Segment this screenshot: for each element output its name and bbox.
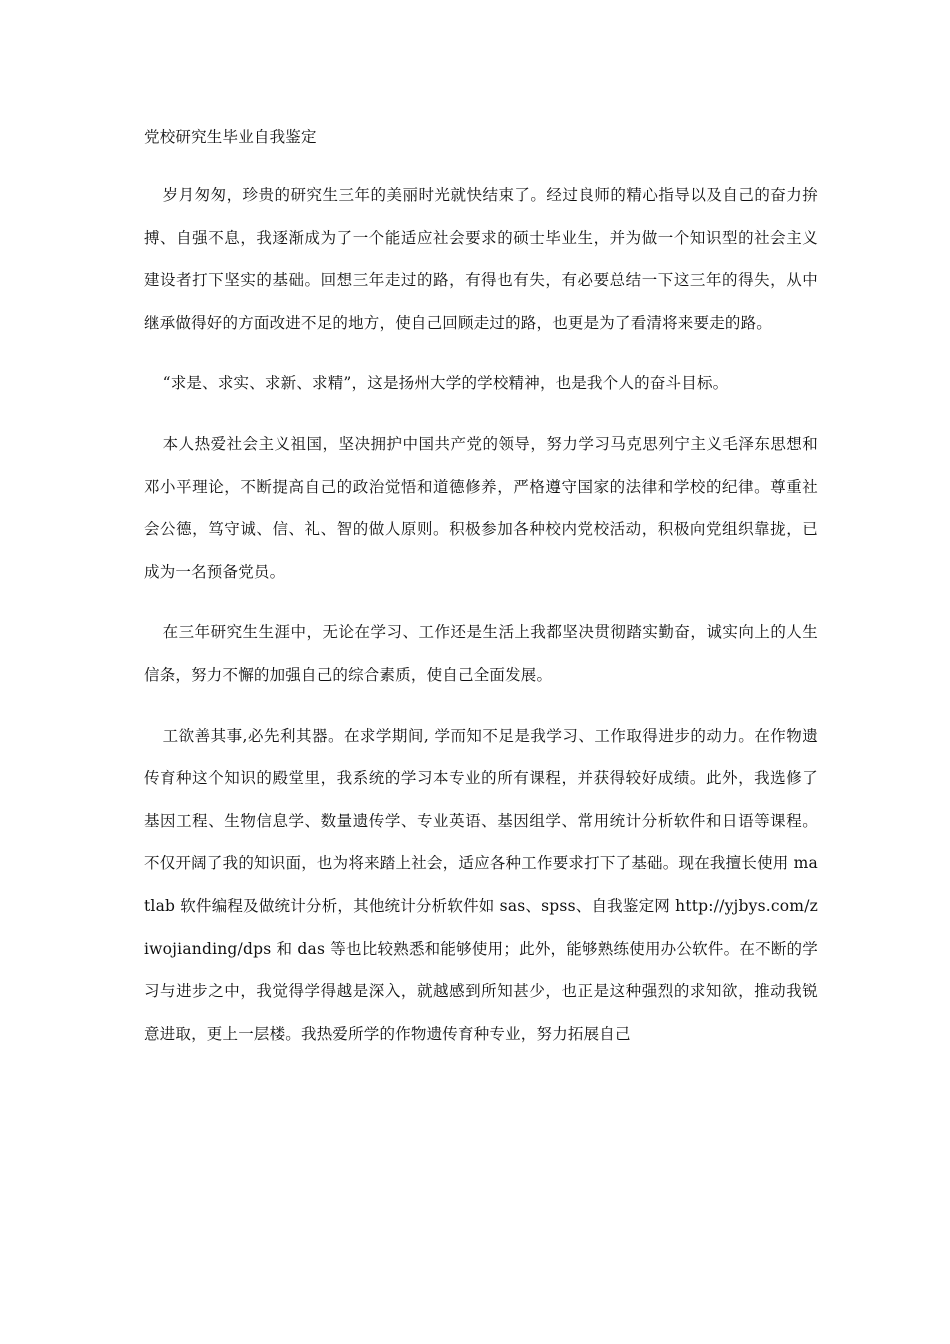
document-title: 党校研究生毕业自我鉴定 [144, 128, 317, 146]
paragraph-motto: “求是、求实、求新、求精”，这是扬州大学的学校精神，也是我个人的奋斗目标。 [162, 374, 729, 393]
paragraph-life: 在三年研究生生涯中，无论在学习、工作还是生活上我都坚决贯彻踏实勤奋，诚实向上的人生信条，努力不懈的加强自己的综合素质，使自己全面发展。 [144, 623, 818, 684]
paragraph-political: 本人热爱社会主义祖国，坚决拥护中国共产党的领导，努力学习马克思列宁主义毛泽东思想和邓小平理论，不断提高自己的政治觉悟和道德修养，严格遵守国家的法律和学校的纪律。尊重社会公德，笃守诚、信、礼、智的做人原则。积极参加各种校内党校活动，积极向党组织靠拢，已成为一名预备党员。 [144, 434, 818, 581]
paragraph-study: 工欲善其事,必先利其器。在求学期间, 学而知不足是我学习、工作取得进步的动力。在作物遗传育种这个知识的殿堂里，我系统的学习本专业的所有课程，并获得较好成绩。此外，我选修了基因工程、生物信息学、数量遗传学、专业英语、基因组学、常用统计分析软件和日语等课程。不仅开阔了我的知识面，也为将来踏上社会，适应各种工作要求打下了基础。现在我擅长使用 matlab 软件编程及做统计分析，其他统计分析软件如 sas、spss、自我鉴定网 http://yjbys.com/ziwojianding/dps 和 das 等也比较熟悉和能够使用；此外，能够熟练使用办公软件。在不断的学习与进步之中，我觉得学得越是深入，就越感到所知甚少，也正是这种强烈的求知欲，推动我锐意进取，更上一层楼。我热爱所学的作物遗传育种专业，努力拓展自己 [144, 726, 818, 1043]
document-body [144, 118, 818, 1055]
paragraph-intro: 岁月匆匆，珍贵的研究生三年的美丽时光就快结束了。经过良师的精心指导以及自己的奋力拚搏、自强不息，我逐渐成为了一个能适应社会要求的硕士毕业生，并为做一个知识型的社会主义建设者打下坚实的基础。回想三年走过的路，有得也有失，有必要总结一下这三年的得失，从中继承做得好的方面改进不足的地方，使自己回顾走过的路，也更是为了看清将来要走的路。 [144, 186, 818, 332]
